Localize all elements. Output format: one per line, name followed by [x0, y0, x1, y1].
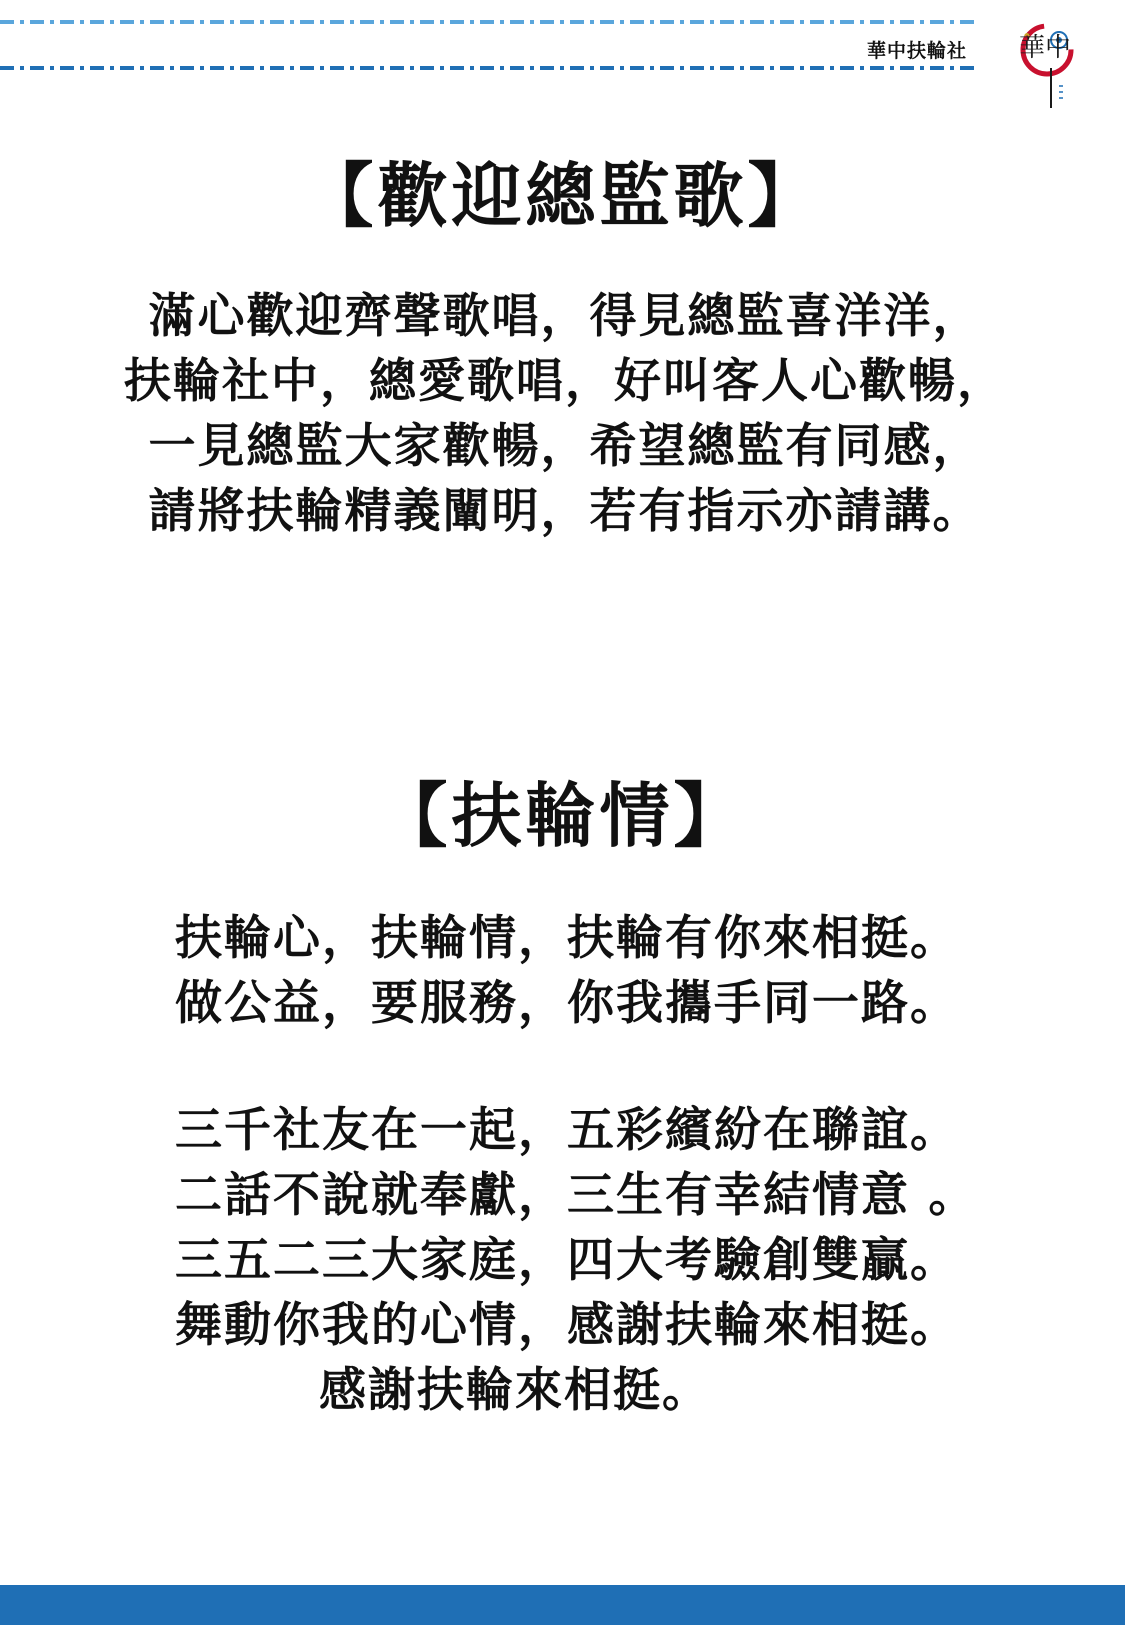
- lyric-line: 扶輪心，扶輪情，扶輪有你來相挺。: [175, 911, 959, 966]
- club-name: 華中扶輪社: [866, 40, 967, 62]
- lyric-line: 扶輪社中，總愛歌唱，好叫客人心歡暢，: [124, 354, 1006, 409]
- lyric-line: 三千社友在一起，五彩繽紛在聯誼。: [175, 1103, 959, 1158]
- lyric-line: 舞動你我的心情，感謝扶輪來相挺。: [175, 1298, 959, 1353]
- lyric-line: 感謝扶輪來相挺。: [319, 1363, 711, 1418]
- lyrics-rotary-love-verse-1: [175, 906, 975, 1036]
- header-dashed-line-bottom: [0, 66, 980, 70]
- lyrics-rotary-love-verse-2: [175, 1098, 978, 1423]
- lyric-line: 做公益，要服務，你我攜手同一路。: [175, 976, 959, 1031]
- lyrics-welcome-governor: [115, 284, 1015, 544]
- lyric-line: 二話不說就奉獻，三生有幸結情意 。: [175, 1168, 978, 1223]
- lyric-line: 請將扶輪精義闡明，若有指示亦請講。: [148, 484, 982, 539]
- song-title-welcome-governor: 【歡迎總監歌】: [303, 155, 822, 237]
- lyric-line: 滿心歡迎齊聲歌唱，得見總監喜洋洋，: [148, 289, 982, 344]
- lyric-line: 三五二三大家庭，四大考驗創雙贏。: [175, 1233, 959, 1288]
- lyric-line: 一見總監大家歡暢，希望總監有同感，: [148, 419, 982, 474]
- header-dashed-line-top: [0, 20, 980, 24]
- rotary-hwa-chung-logo-icon: [1015, 6, 1079, 114]
- footer-bar: [0, 1585, 1125, 1625]
- logo-text: 華中: [1018, 33, 1072, 63]
- page-header: [0, 0, 1125, 120]
- song-title-rotary-love: 【扶輪情】: [377, 775, 748, 857]
